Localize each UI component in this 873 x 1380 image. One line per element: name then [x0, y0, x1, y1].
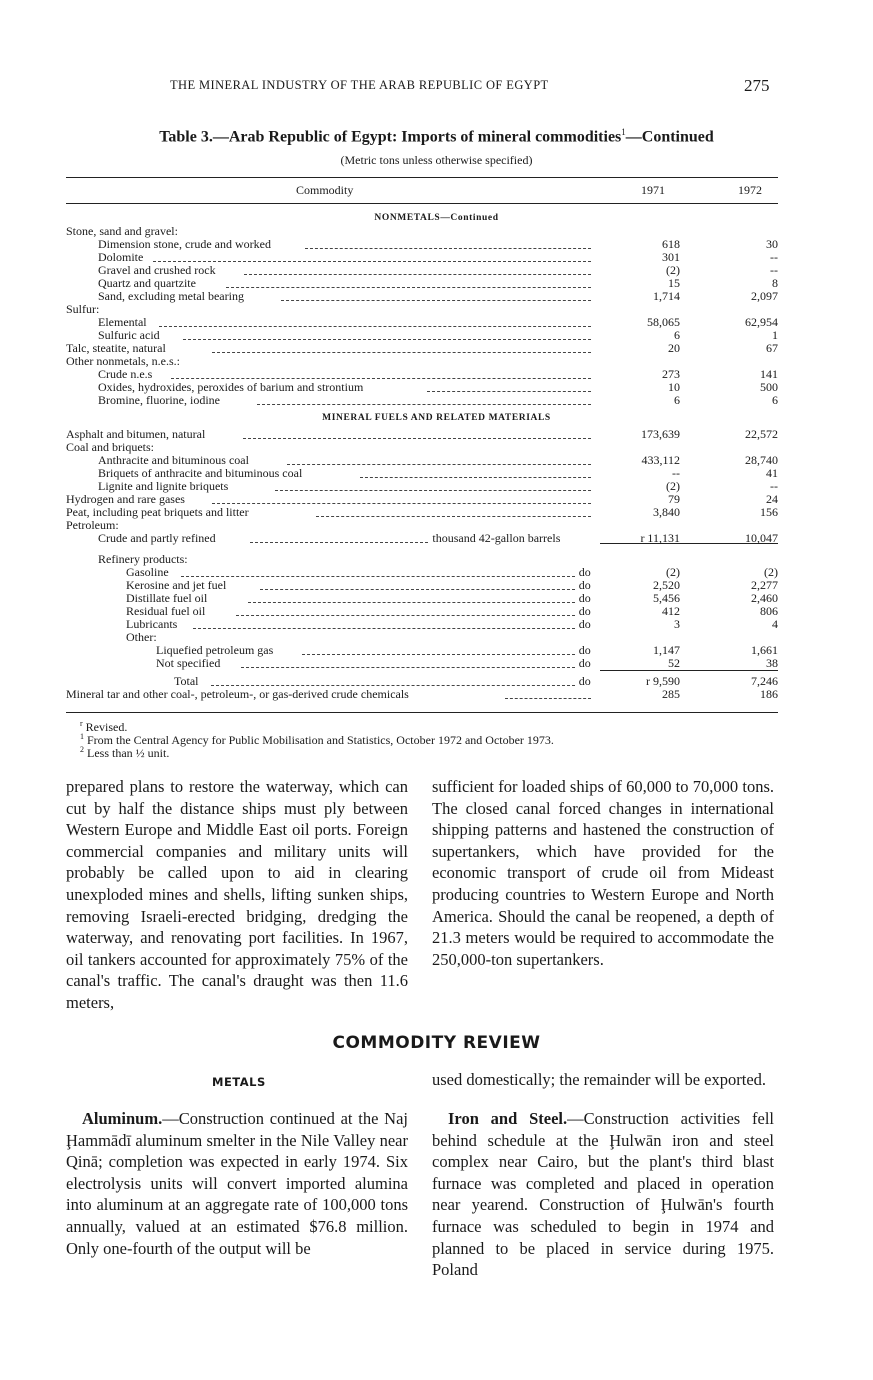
- value-1972: 8: [772, 276, 778, 290]
- row-label: Stone, sand and gravel:: [66, 224, 178, 238]
- table-row: [66, 428, 778, 441]
- row-leader: [171, 368, 591, 379]
- row-label: Sulfur:: [66, 302, 100, 316]
- table-title: [0, 127, 873, 146]
- value-1971: 79: [668, 492, 680, 506]
- table-row: [66, 688, 778, 701]
- value-1972: 141: [760, 367, 778, 381]
- value-1971: 273: [662, 367, 680, 381]
- footnote-less-than: [80, 743, 169, 760]
- row-label: Sulfuric acid: [98, 328, 160, 342]
- commodity-review-heading: COMMODITY REVIEW: [332, 1033, 541, 1053]
- subtotal-rule: [600, 543, 778, 544]
- row-leader: [212, 342, 591, 353]
- section-heading-nonmetals: NONMETALS—Continued: [374, 213, 499, 223]
- page-number: 275: [744, 76, 770, 95]
- row-label: Total: [174, 674, 199, 688]
- continuation-paragraph: used domestically; the remainder will be exported.: [432, 1070, 767, 1089]
- section-heading-fuels: MINERAL FUELS AND RELATED MATERIALS: [322, 413, 551, 423]
- row-leader: [212, 493, 591, 504]
- value-1971: 412: [662, 604, 680, 618]
- value-1971: 3: [674, 617, 680, 631]
- row-label: Crude n.e.s: [98, 367, 153, 381]
- value-1972: 2,460: [751, 591, 778, 605]
- value-1972: 30: [766, 237, 778, 251]
- row-unit: do: [578, 604, 591, 618]
- row-label: Other nonmetals, n.e.s.:: [66, 354, 180, 368]
- value-1972: 38: [766, 656, 778, 670]
- iron-steel-text: —Construction activities fell behind schedule at the Ḩulwān iron and steel complex near Cairo, but the plant's third blast furnace was completed and placed in operation near yearend. Construction of Ḩulwān's fourth furnace was scheduled to begin in 1974 and planned to be placed in service during 1975. Poland: [432, 1109, 774, 1280]
- row-unit: thousand 42-gallon barrels: [432, 531, 561, 545]
- row-unit: do: [578, 674, 591, 688]
- row-label: Quartz and quartzite: [98, 276, 196, 290]
- value-1972: 24: [766, 492, 778, 506]
- value-1972: 2,097: [751, 289, 778, 303]
- body-paragraph-right: sufficient for loaded ships of 60,000 to 70,000 tons. The closed canal forced changes in international shipping patterns and hastened the construction of supertankers, which have provided for the economic transport of crude oil from Mideast producing countries to Western Europe and North America. Should the canal be reopened, a depth of 21.3 meters would be required to accommodate the 250,000-ton supertankers.: [432, 777, 774, 969]
- value-1971: 618: [662, 237, 680, 251]
- value-1971: 6: [674, 393, 680, 407]
- row-unit: do: [578, 591, 591, 605]
- value-1971: 5,456: [653, 591, 680, 605]
- value-1971: 52: [668, 656, 680, 670]
- footnote-text: From the Central Agency for Public Mobilisation and Statistics, October 1972 and October 1973.: [87, 733, 554, 747]
- value-1972: 62,954: [745, 315, 778, 329]
- value-1971: 15: [668, 276, 680, 290]
- aluminum-text: —Construction continued at the Naj Ḩammādī aluminum smelter in the Nile Valley near Qinā; completion was expected in early 1974. Six electrolysis units will convert imported alumina into aluminum at an aggregate rate of 100,000 tons annually, valued at an estimated $76.8 million. Only one-fourth of the output will be: [66, 1109, 408, 1258]
- value-1971: 6: [674, 328, 680, 342]
- row-label: Dimension stone, crude and worked: [98, 237, 271, 251]
- value-1972: 1,661: [751, 643, 778, 657]
- value-1971: 285: [662, 687, 680, 701]
- row-leader: [241, 657, 575, 668]
- value-1971: --: [672, 466, 680, 480]
- table-title-text: Table 3.—Arab Republic of Egypt: Imports of mineral commodities: [159, 128, 622, 146]
- value-1971: (2): [666, 479, 680, 493]
- value-1972: 67: [766, 341, 778, 355]
- column-header-1971: 1971: [641, 183, 665, 197]
- row-label: Briquets of anthracite and bituminous coal: [98, 466, 303, 480]
- row-label: Other:: [126, 630, 157, 644]
- value-1971: 2,520: [653, 578, 680, 592]
- row-label: Talc, steatite, natural: [66, 341, 166, 355]
- value-1972: 806: [760, 604, 778, 618]
- row-unit: do: [578, 617, 591, 631]
- value-1971: 173,639: [641, 427, 680, 441]
- row-label: Gasoline: [126, 565, 169, 579]
- value-1971: 1,147: [653, 643, 680, 657]
- row-leader: [153, 251, 591, 262]
- total-rule: [600, 670, 778, 671]
- value-1972: 28,740: [745, 453, 778, 467]
- metals-heading: METALS: [212, 1075, 266, 1089]
- row-leader: [260, 579, 575, 590]
- row-label: Liquefied petroleum gas: [156, 643, 274, 657]
- row-unit: do: [578, 643, 591, 657]
- row-leader: [193, 618, 575, 629]
- row-label: Mineral tar and other coal-, petroleum-, or gas-derived crude chemicals: [66, 687, 409, 701]
- footnote-text: Revised.: [85, 720, 128, 734]
- value-1971: (2): [666, 565, 680, 579]
- value-1971: (2): [666, 263, 680, 277]
- value-1971: r 9,590: [646, 674, 680, 688]
- row-leader: [287, 454, 591, 465]
- value-1971: 433,112: [641, 453, 680, 467]
- table-row: [66, 290, 778, 303]
- row-leader: [360, 467, 591, 478]
- row-leader: [257, 394, 592, 405]
- value-1971: 58,065: [647, 315, 680, 329]
- body-paragraph-left: prepared plans to restore the waterway, which can cut by half the distance ships must ply between Western Europe and Middle East oil ports. Foreign commercial companies and military units will probably be called upon to aid in clearing unexploded mines and shells, lifting sunken ships, removing Israeli-erected bridging, dredging the waterway, and renovating port facilities. In 1967, oil tankers accounted for approximately 75% of the canal's traffic. The canal's draught was then 11.6 meters,: [66, 777, 408, 1012]
- row-leader: [505, 688, 591, 699]
- row-leader: [211, 675, 575, 686]
- row-label: Hydrogen and rare gases: [66, 492, 185, 506]
- row-label: Gravel and crushed rock: [98, 263, 216, 277]
- row-label: Sand, excluding metal bearing: [98, 289, 244, 303]
- row-label: Oxides, hydroxides, peroxides of barium and strontium: [98, 380, 364, 394]
- value-1972: 7,246: [751, 674, 778, 688]
- row-leader: [236, 605, 575, 616]
- value-1972: 22,572: [745, 427, 778, 441]
- row-unit: do: [578, 578, 591, 592]
- table-row: [66, 316, 778, 329]
- row-label: Lignite and lignite briquets: [98, 479, 229, 493]
- table-bottom-rule: [66, 712, 778, 713]
- value-1972: 2,277: [751, 578, 778, 592]
- value-1972: 6: [772, 393, 778, 407]
- row-leader: [244, 264, 591, 275]
- footnote-text: Less than ½ unit.: [87, 746, 170, 760]
- iron-steel-paragraph: [432, 1108, 774, 1281]
- row-leader: [427, 381, 591, 392]
- row-label: Lubricants: [126, 617, 178, 631]
- row-label: Crude and partly refined: [98, 531, 216, 545]
- row-leader: [248, 592, 575, 603]
- value-1972: (2): [764, 565, 778, 579]
- row-leader: [250, 532, 428, 543]
- value-1972: 186: [760, 687, 778, 701]
- row-leader: [316, 506, 591, 517]
- table-row: [66, 657, 778, 670]
- row-label: Elemental: [98, 315, 147, 329]
- row-label: Peat, including peat briquets and litter: [66, 505, 249, 519]
- row-label: Kerosine and jet fuel: [126, 578, 227, 592]
- row-leader: [302, 644, 575, 655]
- value-1971: 301: [662, 250, 680, 264]
- footnote-mark: 1: [80, 732, 84, 741]
- row-leader: [226, 277, 591, 288]
- row-leader: [183, 329, 591, 340]
- row-label: Distillate fuel oil: [126, 591, 208, 605]
- row-label: Anthracite and bituminous coal: [98, 453, 249, 467]
- row-unit: do: [578, 656, 591, 670]
- value-1972: 41: [766, 466, 778, 480]
- value-1971: r 11,131: [640, 531, 680, 545]
- value-1972: --: [770, 250, 778, 264]
- table-top-rule: [66, 177, 778, 178]
- row-label: Asphalt and bitumen, natural: [66, 427, 206, 441]
- value-1972: --: [770, 263, 778, 277]
- value-1971: 1,714: [653, 289, 680, 303]
- row-leader: [243, 428, 591, 439]
- aluminum-lead: Aluminum.: [82, 1109, 163, 1128]
- table-row: [66, 506, 778, 519]
- row-label: Refinery products:: [98, 552, 188, 566]
- value-1972: 500: [760, 380, 778, 394]
- row-unit: do: [578, 565, 591, 579]
- value-1971: 20: [668, 341, 680, 355]
- table-title-suffix: —Continued: [625, 128, 714, 146]
- value-1972: 1: [772, 328, 778, 342]
- footnote-mark: 2: [80, 745, 84, 754]
- table-header-rule: [66, 203, 778, 204]
- row-leader: [159, 316, 591, 327]
- column-header-1972: 1972: [738, 183, 762, 197]
- value-1972: 10,047: [745, 531, 778, 545]
- aluminum-paragraph: [66, 1108, 408, 1259]
- iron-steel-lead: Iron and Steel.: [448, 1109, 568, 1128]
- table-subtitle: (Metric tons unless otherwise specified): [340, 153, 533, 167]
- table-title-footnote: 1: [621, 127, 626, 137]
- row-leader: [305, 238, 591, 249]
- value-1972: --: [770, 479, 778, 493]
- row-label: Bromine, fluorine, iodine: [98, 393, 220, 407]
- row-leader: [281, 290, 591, 301]
- column-header-commodity: Commodity: [296, 183, 354, 197]
- table-row: [66, 394, 778, 407]
- row-leader: [275, 480, 591, 491]
- row-label: Residual fuel oil: [126, 604, 206, 618]
- running-head: THE MINERAL INDUSTRY OF THE ARAB REPUBLIC OF EGYPT: [170, 78, 549, 92]
- value-1971: 3,840: [653, 505, 680, 519]
- footnote-mark: r: [80, 719, 83, 728]
- row-label: Not specified: [156, 656, 221, 670]
- row-label: Petroleum:: [66, 518, 119, 532]
- value-1972: 156: [760, 505, 778, 519]
- row-label: Coal and briquets:: [66, 440, 154, 454]
- value-1971: 10: [668, 380, 680, 394]
- row-leader: [181, 566, 575, 577]
- table-row: [66, 618, 778, 631]
- row-label: Dolomite: [98, 250, 144, 264]
- value-1972: 4: [772, 617, 778, 631]
